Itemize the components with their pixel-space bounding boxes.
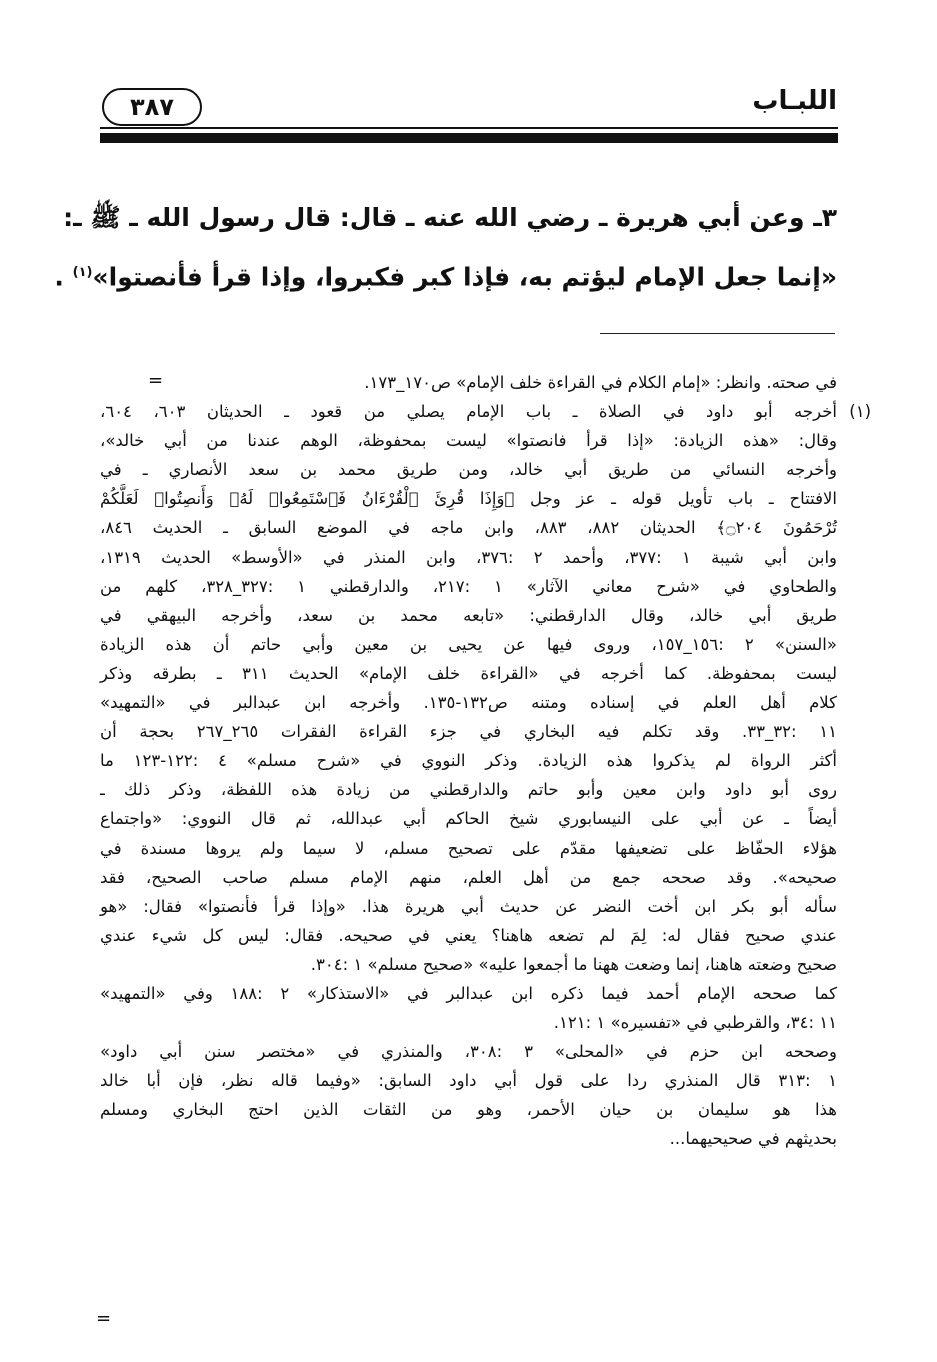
footnote-1 <box>100 397 837 1153</box>
footnote-line: كما صححه الإمام أحمد فيما ذكره ابن عبدالبر في «الاستذكار» ٢ :١٨٨ وفي «التمهيد» <box>100 983 837 1003</box>
footnote-line: «السنن» ٢ :١٥٦_١٥٧، وروى فيها عن يحيى بن معين وأبي حاتم أن هذه الزيادة <box>100 634 837 654</box>
hadith-quote: «إنما جعل الإمام ليؤتم به، فإذا كبر فكبروا، وإذا قرأ فأنصتوا» <box>92 262 837 292</box>
header-rule-thin <box>100 127 838 129</box>
footnote-line: ليست بمحفوظة. كما أخرجه في «القراءة خلف الإمام» الحديث ٣١١ ـ بطرقه وذكر <box>100 663 837 683</box>
footnote-line: صحيح وضعته هاهنا، إنما وضعت ههنا ما أجمعوا عليه» «صحيح مسلم» ١ :٣٠٤. <box>310 954 837 974</box>
footnote-separator <box>600 333 835 334</box>
footnote-line: وأخرجه النسائي من طريق أبي خالد، ومن طريق محمد بن سعد الأنصاري ـ في <box>100 460 837 480</box>
footnote-line: أيضاً ـ عن أبي على النيسابوري شيخ الحاكم أبي عبدالله، ثم قال النووي: «واجتماع <box>100 809 837 829</box>
footnote-line: هذا هو سليمان بن حيان الأحمر، وهو من الثقات الذين احتج البخاري ومسلم <box>100 1100 837 1120</box>
footnotes <box>100 368 871 1154</box>
page-number: ٣٨٧ <box>102 88 202 126</box>
footnote-marker: (١) <box>849 402 871 421</box>
continuation-mark-top: = <box>148 370 164 391</box>
footnote-line: هؤلاء الحفّاظ على تضعيفها مقدّم على تصحيح مسلم، لا سيما ولم يروها مسندة في <box>100 838 837 858</box>
footnote-line: عندي صحيح فقال له: لِمَ لم تضعه هاهنا؟ يعني في صحيحه. فقال: ليس كل شيء عندي <box>100 925 837 945</box>
footnote-line: وقال: «هذه الزيادة: «إذا قرأ فانصتوا» ليست بمحفوظة، الوهم عندنا من أبي خالد»، <box>100 431 837 451</box>
header-rule-thick <box>100 133 838 143</box>
hadith-end: . <box>54 262 64 292</box>
hadith-line-2 <box>54 245 837 304</box>
footnote-line: روى أبو داود وابن معين وأبو حاتم والدارقطني من زيادة هذه اللفظة، وذكر ذلك ـ <box>100 780 837 800</box>
footnote-line: صحيحه». وقد صححه جمع من أهل العلم، منهم الإمام مسلم صاحب الصحيح، فقد <box>100 867 837 887</box>
footnote-line: والطحاوي في «شرح معاني الآثار» ١ :٢١٧، والدارقطني ١ :٣٢٧_٣٢٨، كلهم من <box>100 576 837 596</box>
running-header-title: اللبـاب <box>752 86 837 116</box>
continuation-mark-bottom: = <box>96 1308 112 1329</box>
hadith-line-1: ٣ـ وعن أبي هريرة ـ رضي الله عنه ـ قال: قال رسول الله ـ ﷺ ـ: <box>63 203 837 232</box>
footnote-line: سأله أبو بكر ابن أخت النضر عن حديث أبي هريرة هذا. «وإذا قرأ فأنصتوا» فقال: «هو <box>100 896 837 916</box>
footnote-line: وصححه ابن حزم في «المحلى» ٣ :٣٠٨، والمنذري في «مختصر سنن أبي داود» <box>100 1042 837 1062</box>
footnote-line: وابن أبي شيبة ١ :٣٧٧، وأحمد ٢ :٣٧٦، وابن المنذر في «الأوسط» الحديث ١٣١٩، <box>100 547 837 567</box>
footnote-line: أخرجه أبو داود في الصلاة ـ باب الإمام يصلي من قعود ـ الحديثان ٦٠٣، ٦٠٤، <box>100 402 837 422</box>
footnote-line: ١١ :٣٤، والقرطبي في «تفسيره» ١ :١٢١. <box>553 1013 837 1033</box>
footnote-line: الافتتاح ـ باب تأويل قوله ـ عز وجل ﴿وَإِذَا قُرِئَ ٱلْقُرْءَانُ فَٱسْتَمِعُوا۟ لَهُۥ وَأَنصِتُوا۟ لَعَلَّكُمْ <box>100 489 837 509</box>
footnote-line: ١ :٣١٣ قال المنذري ردا على قول أبي داود السابق: «وفيما قاله نظر، فإن أبا خالد <box>100 1071 837 1091</box>
footnote-continuation: في صحته. وانظر: «إمام الكلام في القراءة خلف الإمام» ص١٧٠_١٧٣. <box>364 373 837 392</box>
footnote-line: طريق أبي خالد، وقال الدارقطني: «تابعه محمد بن سعد، وأخرجه البيهقي في <box>100 605 837 625</box>
footnote-reference[interactable]: (١) <box>72 265 93 280</box>
footnote-line: تُرْحَمُونَ ۝٢٠٤﴾ الحديثان ٨٨٢، ٨٨٣، وابن ماجه في الموضع السابق ـ الحديث ٨٤٦، <box>100 518 837 538</box>
footnote-line: ١١ :٣٢_٣٣. وقد تكلم فيه البخاري في جزء القراءة الفقرات ٢٦٥_٢٦٧ بحجة أن <box>100 722 837 742</box>
footnote-line: كلام أهل العلم في إسناده ومتنه ص١٣٢-١٣٥. وأخرجه ابن عبدالبر في «التمهيد» <box>100 693 837 713</box>
hadith-text <box>54 190 837 304</box>
footnote-line: بحديثهم في صحيحيهما... <box>669 1129 837 1149</box>
footnote-line: أكثر الرواة لم يذكروا هذه الزيادة. وذكر النووي في «شرح مسلم» ٤ :١٢٢-١٢٣ ما <box>100 751 837 771</box>
